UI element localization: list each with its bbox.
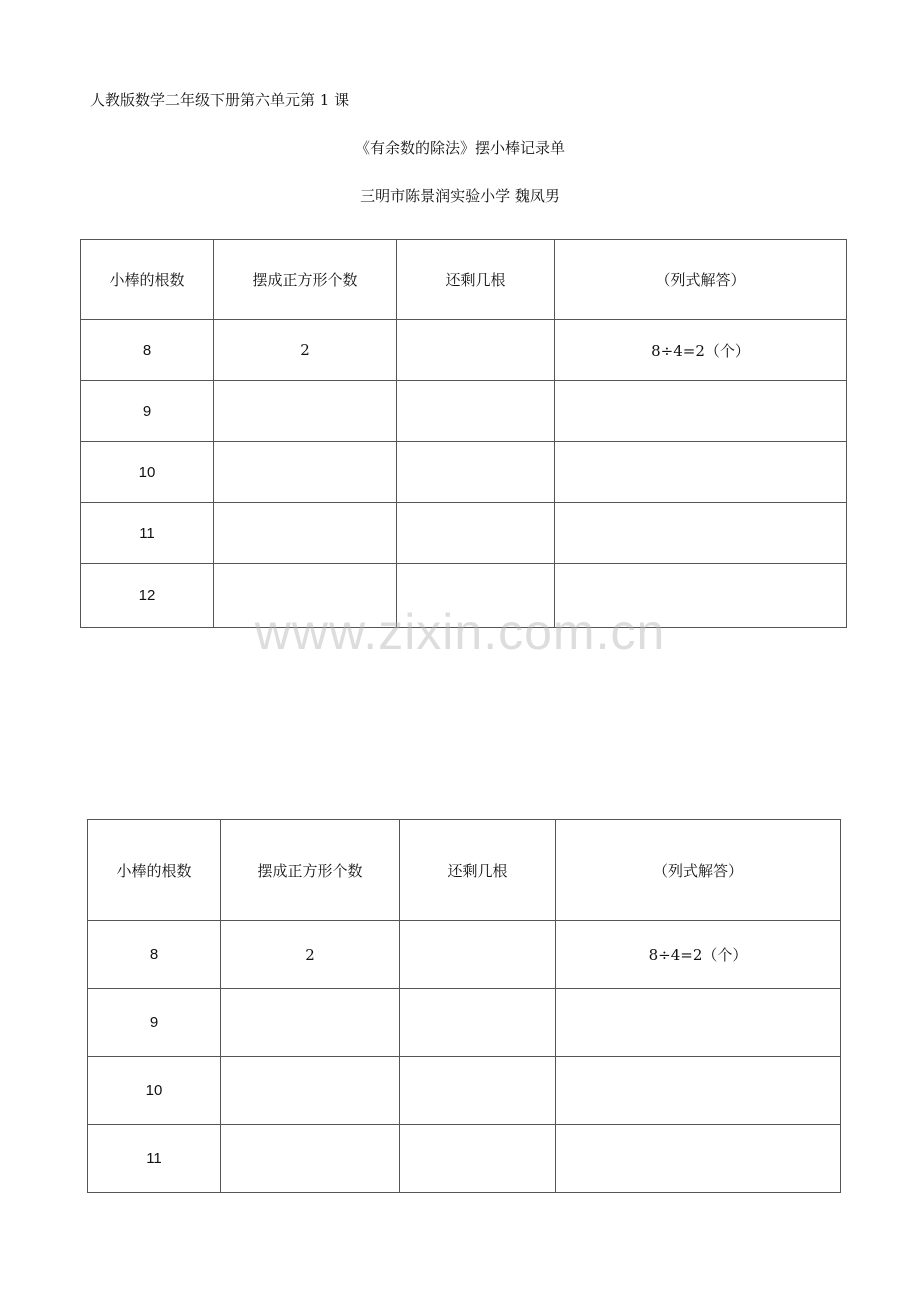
record-table-1: [80, 239, 847, 628]
watermark: www.zixin.com.cn: [254, 604, 666, 660]
square-count-cell: [214, 503, 397, 564]
remainder-cell: [397, 320, 555, 381]
square-count-cell: [221, 1125, 400, 1193]
equation-cell: 8÷4=2（个）: [556, 921, 841, 989]
equation-cell: [556, 1125, 841, 1193]
header-cell: 摆成正方形个数: [214, 240, 397, 320]
table-row: [81, 442, 847, 503]
equation-cell: 8÷4=2（个）: [555, 320, 847, 381]
remainder-cell: [397, 503, 555, 564]
table-row: [81, 381, 847, 442]
stick-count-cell: 9: [81, 381, 214, 442]
equation-cell: [555, 381, 847, 442]
remainder-cell: [397, 381, 555, 442]
square-count-cell: [221, 989, 400, 1057]
header-cell: （列式解答）: [556, 820, 841, 921]
header-cell: 还剩几根: [400, 820, 556, 921]
stick-count-cell: 10: [88, 1057, 221, 1125]
square-count-cell: 2: [221, 921, 400, 989]
equation-cell: [555, 503, 847, 564]
stick-count-cell: 8: [81, 320, 214, 381]
table-header-row: [81, 240, 847, 320]
square-count-cell: [214, 442, 397, 503]
stick-count-cell: 11: [81, 503, 214, 564]
remainder-cell: [400, 921, 556, 989]
author-line: 三明市陈景润实验小学 魏凤男: [360, 187, 560, 205]
header-cell: 还剩几根: [397, 240, 555, 320]
table-header-row: [88, 820, 841, 921]
course-info: 人教版数学二年级下册第六单元第 1 课: [90, 91, 350, 109]
equation-cell: [556, 1057, 841, 1125]
header-cell: 小棒的根数: [88, 820, 221, 921]
header-cell: 摆成正方形个数: [221, 820, 400, 921]
table-row: [81, 503, 847, 564]
stick-count-cell: 10: [81, 442, 214, 503]
stick-count-cell: 11: [88, 1125, 221, 1193]
square-count-cell: 2: [214, 320, 397, 381]
table-row: [81, 320, 847, 381]
equation-cell: [556, 989, 841, 1057]
remainder-cell: [400, 1125, 556, 1193]
worksheet-title: 《有余数的除法》摆小棒记录单: [354, 139, 565, 157]
table-row: [88, 989, 841, 1057]
header-cell: （列式解答）: [555, 240, 847, 320]
table-row: [88, 1125, 841, 1193]
equation-cell: [555, 442, 847, 503]
remainder-cell: [400, 989, 556, 1057]
table-row: [88, 1057, 841, 1125]
header-cell: 小棒的根数: [81, 240, 214, 320]
record-table-2: [87, 819, 841, 1193]
table-row: [88, 921, 841, 989]
stick-count-cell: 9: [88, 989, 221, 1057]
stick-count-cell: 12: [81, 564, 214, 628]
remainder-cell: [397, 442, 555, 503]
remainder-cell: [400, 1057, 556, 1125]
square-count-cell: [221, 1057, 400, 1125]
stick-count-cell: 8: [88, 921, 221, 989]
square-count-cell: [214, 381, 397, 442]
